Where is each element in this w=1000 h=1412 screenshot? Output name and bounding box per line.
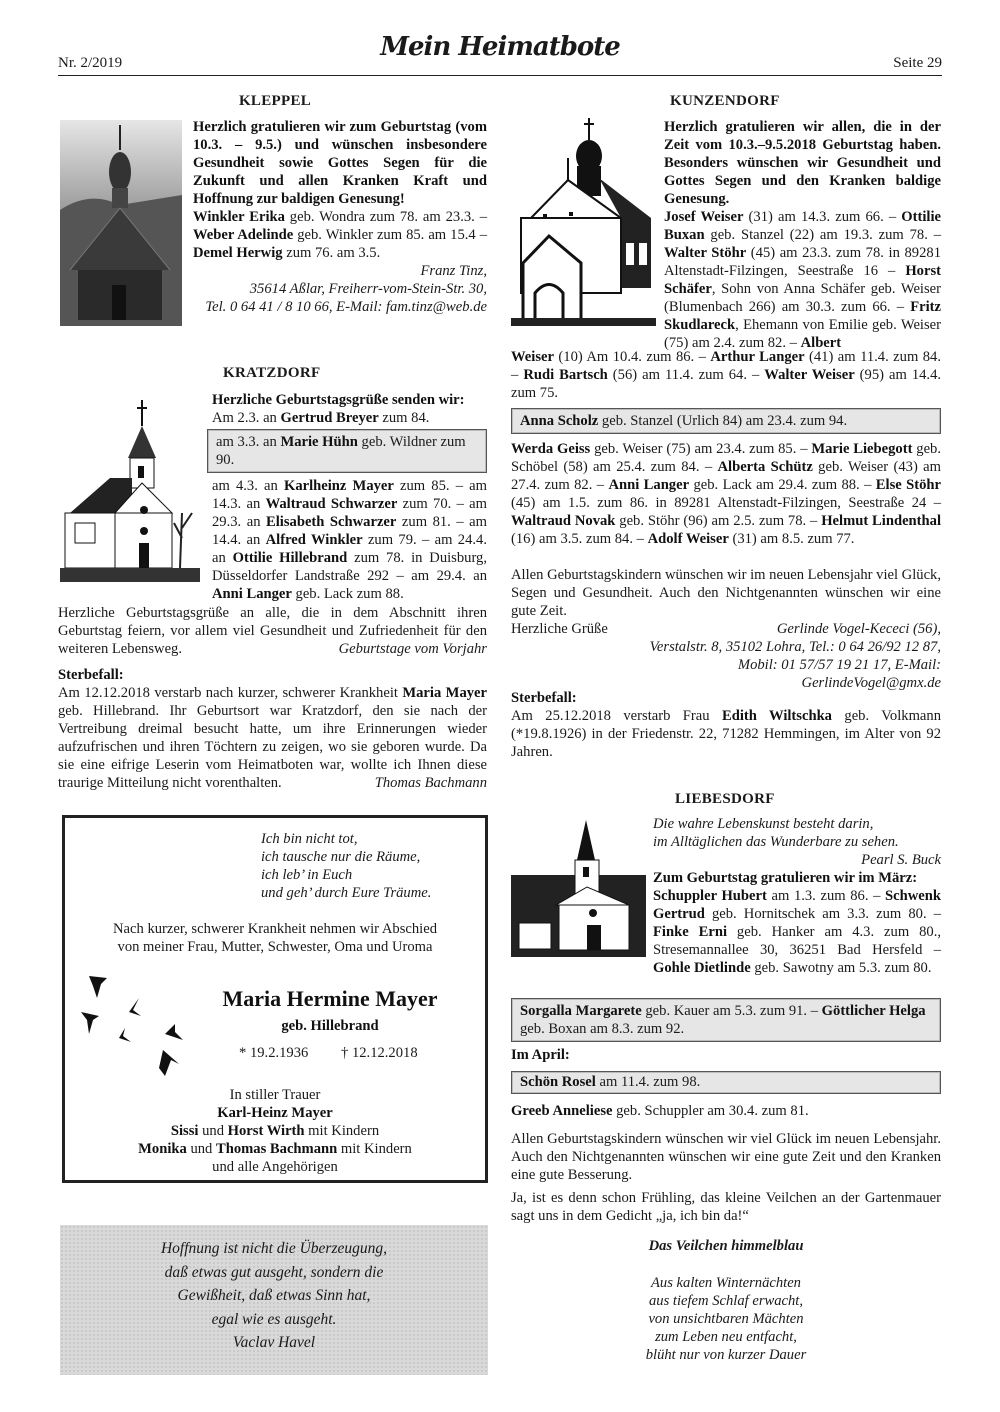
- obituary-notice: [62, 815, 488, 1183]
- name-text: Herzliche Geburtstagsgrüße senden wir:: [212, 392, 465, 408]
- name-text: Elisabeth Schwarzer: [266, 514, 397, 530]
- quote-line: Hoffnung ist nicht die Überzeugung,: [160, 1240, 388, 1257]
- quote-line: egal wie es ausgeht.: [211, 1310, 337, 1328]
- text-run: und: [198, 1123, 228, 1139]
- intro-line: Nach kurzer, schwerer Krankheit nehmen wir Abschied: [113, 921, 437, 937]
- text-run: Am 25.12.2018 verstarb Frau: [511, 708, 722, 724]
- name-text: Maria Mayer: [402, 685, 487, 701]
- name-text: Adolf Weiser: [647, 531, 729, 547]
- signature-line: Tel. 0 64 41 / 8 10 66, E-Mail: fam.tinz@web.de: [205, 299, 487, 315]
- liebesdorf-highlight-box-1: [511, 998, 941, 1042]
- poem-line: Ich bin nicht tot,: [261, 831, 358, 847]
- kratzdorf-birthday-list: [212, 477, 487, 603]
- name-text: Gohle Dietlinde: [653, 960, 751, 976]
- name-text: Rudi Bartsch: [523, 367, 608, 383]
- text-run: (31) am 14.3. zum 66. –: [743, 209, 902, 225]
- name-text: Herzlich gratulieren wir allen, die in der Zeit vom 10.3.–9.5.2018 Geburtstag haben. Besonders wünschen wir Gesundheit und Gottes Segen und den Kranken baldige Genesung.: [664, 119, 941, 207]
- name-text: Walter Stöhr: [664, 245, 747, 261]
- mourner-line: [65, 1140, 485, 1158]
- poem-line: von unsichtbaren Mächten: [648, 1311, 804, 1327]
- masthead-logo: Mein Heimatbote: [380, 32, 620, 62]
- text-run: (41) am 11.4. zum 84. –: [511, 349, 941, 383]
- text-run: Am 12.12.2018 verstarb nach kurzer, schwerer Krankheit: [58, 685, 403, 701]
- signature-line: Gerlinde Vogel-Kececi (56),: [776, 621, 941, 637]
- signature-line: Verstalstr. 8, 35102 Lohra, Tel.: 0 64 26/92 12 87,: [649, 639, 941, 655]
- text-run: (95) am 14.4. zum 75.: [511, 367, 942, 401]
- text-run: zum 78. in Duisburg, Düsseldorfer Landstraße 292 – am 29.4. an: [212, 550, 487, 584]
- kunzendorf-death-heading: Sterbefall:: [511, 690, 577, 706]
- text-run: (56) am 11.4. zum 64. –: [607, 367, 765, 383]
- kunzendorf-church-image: [511, 118, 656, 326]
- text-run: geb. Winkler zum 85. am 15.4 –: [293, 227, 487, 243]
- text-run: (31) am 8.5. zum 77.: [728, 531, 855, 547]
- name-text: Ottilie Hillebrand: [232, 550, 348, 566]
- name-text: Gertrud Breyer: [280, 410, 379, 426]
- text-run: geb. Schuppler am 30.4. zum 81.: [612, 1103, 809, 1119]
- page-number: Seite 29: [893, 55, 942, 71]
- text-run: geb. Volkmann (*19.8.1926) in der Friedenstr. 22, 71282 Hemmingen, im Alter von 92 Jahren.: [511, 708, 941, 760]
- mourner-line: [65, 1122, 485, 1140]
- section-heading-kratzdorf: KRATZDORF: [223, 365, 321, 381]
- name-text: Karlheinz Mayer: [283, 478, 394, 494]
- name-text: Monika: [138, 1141, 187, 1157]
- name-text: Greeb Anneliese: [511, 1103, 613, 1119]
- intro-line: von meiner Frau, Mutter, Schwester, Oma und Uroma: [117, 939, 433, 955]
- name-text: Anni Langer: [608, 477, 690, 493]
- text-run: geb. Wondra zum 78. am 23.3. –: [284, 209, 487, 225]
- death-notice-author: Thomas Bachmann: [374, 775, 487, 791]
- liebesdorf-highlight-box-2: [511, 1071, 941, 1094]
- text-run: mit Kindern: [304, 1123, 380, 1139]
- text-run: (45) am 23.3. zum 78. in 89281 Altenstadt-Filzingen, Seestraße 16 –: [664, 245, 941, 279]
- name-text: Sorgalla Margarete: [520, 1003, 642, 1019]
- name-text: Karl-Heinz Mayer: [217, 1105, 333, 1121]
- kunzendorf-wishes: Allen Geburtstagskindern wünschen wir im neuen Lebensjahr viel Glück, Segen und Gesundheit. Auch den Nichtgenannten wünschen wir eine gute Zeit.: [511, 567, 941, 619]
- poem-line: aus tiefem Schlaf erwacht,: [648, 1293, 804, 1309]
- poem-line: zum Leben neu entfacht,: [655, 1329, 797, 1345]
- text-run: zum 84.: [378, 410, 430, 426]
- text-run: zum 85. – am 14.3. an: [212, 478, 487, 512]
- kratzdorf-line-1: [212, 409, 487, 427]
- poem-line: ich tausche nur die Räume,: [261, 849, 421, 865]
- name-text: Herzlich gratulieren wir zum Geburtstag (vom 10.3. – 9.5.) und wünschen insbesondere Gesundheit sowie Gottes Segen für die Zukunft und allen Kranken Kraft und Hoffnung zur baldigen Genesung!: [193, 119, 487, 207]
- kleppel-signature: [193, 262, 487, 316]
- text-run: mit Kindern: [337, 1141, 412, 1157]
- text-run: am 11.4. zum 98.: [595, 1074, 701, 1090]
- text-run: am 4.3. an: [212, 478, 284, 494]
- mourners: [65, 1086, 485, 1176]
- name-text: Schön Rosel: [520, 1074, 596, 1090]
- section-heading-liebesdorf: LIEBESDORF: [675, 791, 775, 807]
- name-text: Ottilie Buxan: [664, 209, 941, 243]
- text-run: (10) Am 10.4. zum 86. –: [553, 349, 711, 365]
- kratzdorf-death-heading: Sterbefall:: [58, 667, 124, 683]
- kratzdorf-highlight-box: [207, 429, 487, 473]
- name-text: Anna Scholz: [520, 413, 599, 429]
- quote-line: Gewißheit, daß etwas Sinn hat,: [177, 1287, 371, 1304]
- name-text: Horst Wirth: [227, 1123, 305, 1139]
- spring-text: Ja, ist es denn schon Frühling, das kleine Veilchen an der Gartenmauer sagt uns in dem Gedicht „ja, ich bin da!“: [511, 1190, 941, 1224]
- mourner-line: [65, 1104, 485, 1122]
- text-run: und: [186, 1141, 216, 1157]
- name-text: Waltraud Schwarzer: [265, 496, 398, 512]
- kunzendorf-death-text: [511, 707, 941, 761]
- motto-line: im Alltäglichen das Wunderbare zu sehen.: [653, 834, 899, 850]
- name-text: Albert: [800, 335, 842, 351]
- signature-line: 35614 Aßlar, Freiherr-vom-Stein-Str. 30,: [249, 281, 487, 297]
- signature-line: Franz Tinz,: [420, 263, 487, 279]
- text-run: geb. Sawotny am 5.3. zum 80.: [750, 960, 932, 976]
- kunzendorf-birthday-list: [664, 208, 941, 352]
- text-run: (16) am 3.5. zum 84. –: [511, 531, 648, 547]
- kleppel-intro: [193, 118, 487, 208]
- text-run: , Ehemann von Emilie geb. Weiser (75) am 2.4. zum 82. –: [664, 317, 941, 351]
- mourner-line: [65, 1158, 485, 1176]
- kratzdorf-intro: [212, 391, 487, 409]
- kleppel-birthday-list: [193, 208, 487, 262]
- poem-title: Das Veilchen himmelblau: [648, 1238, 804, 1254]
- name-text: Horst Schäfer: [664, 263, 941, 297]
- name-text: Weber Adelinde: [193, 227, 294, 243]
- name-text: Alberta Schütz: [717, 459, 813, 475]
- name-text: Werda Geiss: [511, 441, 591, 457]
- death-date: † 12.12.2018: [341, 1045, 418, 1061]
- text-run: zum 70. – am 29.3. an: [212, 496, 487, 530]
- name-text: Marie Liebegott: [811, 441, 913, 457]
- text-run: geb. Hornitschek am 3.3. zum 80. –: [704, 906, 941, 922]
- kunzendorf-signature: [600, 620, 941, 692]
- issue-number: Nr. 2/2019: [58, 55, 123, 71]
- text-run: am 1.3. zum 86. –: [766, 888, 886, 904]
- birds-icon: [79, 968, 199, 1088]
- mourning-label: In stiller Trauer: [229, 1087, 321, 1103]
- greeting-text: Herzliche Geburtstagsgrüße an alle, die in dem Abschnitt ihren Geburtstag feiern, vor allem viel Gesundheit und Zufriedenheit für den weiteren Lebensweg.: [58, 605, 487, 657]
- name-text: Finke Erni: [653, 924, 727, 940]
- liebesdorf-birthday-list: [653, 887, 941, 977]
- april-heading: Im April:: [511, 1047, 570, 1063]
- kunzendorf-highlight-box: [511, 408, 941, 434]
- text-run: geb. Stanzel (Urlich 84) am 23.4. zum 94.: [598, 413, 848, 429]
- greeting-source: Geburtstage vom Vorjahr: [338, 641, 487, 657]
- section-heading-kunzendorf: KUNZENDORF: [670, 93, 780, 109]
- kunzendorf-birthday-list-2: [511, 440, 941, 548]
- kratzdorf-death-text: [58, 684, 487, 792]
- name-text: Waltraud Novak: [511, 513, 616, 529]
- poem-line: ich leb’ in Euch: [261, 867, 353, 883]
- text-run: geb. Lack am 29.4. zum 88. –: [689, 477, 876, 493]
- text-run: geb. Stöhr (96) am 2.5. zum 78. –: [615, 513, 822, 529]
- kleppel-church-image: [60, 120, 182, 326]
- text-run: (45) am 1.5. zum 86. in 89281 Altenstadt-Filzingen, Seestraße 24 –: [511, 495, 941, 511]
- kunzendorf-intro: [664, 118, 941, 208]
- text-run: geb. Lack zum 88.: [291, 586, 404, 602]
- name-text: Winkler Erika: [193, 209, 285, 225]
- violet-poem: [511, 1274, 941, 1364]
- quote-author: Vaclav Havel: [232, 1334, 316, 1351]
- liebesdorf-motto: [653, 815, 941, 869]
- name-text: Anni Langer: [212, 586, 292, 602]
- text-run: geb. Kauer am 5.3. zum 91. –: [641, 1003, 822, 1019]
- kratzdorf-church-image: [60, 398, 200, 583]
- liebesdorf-birthday-list-2: [511, 1102, 809, 1120]
- name-text: Edith Wiltschka: [721, 708, 832, 724]
- name-text: Thomas Bachmann: [216, 1141, 338, 1157]
- name-text: Göttlicher Helga: [821, 1003, 926, 1019]
- name-text: Marie Hühn: [280, 434, 358, 450]
- name-text: Helmut Lindenthal: [821, 513, 942, 529]
- text-run: geb. Stanzel (22) am 19.3. zum 78. –: [704, 227, 941, 243]
- deceased-maiden-name: geb. Hillebrand: [281, 1018, 379, 1034]
- name-text: Zum Geburtstag gratulieren wir im März:: [653, 870, 918, 886]
- kunzendorf-birthday-list-cont: [511, 348, 941, 402]
- name-text: Walter Weiser: [764, 367, 855, 383]
- text-run: geb. Boxan am 8.3. zum 92.: [520, 1021, 685, 1037]
- name-text: Josef Weiser: [664, 209, 744, 225]
- quote-line: daß etwas gut ausgeht, sondern die: [164, 1263, 384, 1281]
- text-run: Am 2.3. an: [212, 410, 281, 426]
- deceased-name: Maria Hermine Mayer: [222, 986, 438, 1011]
- text-run: geb. Weiser (43) am 27.4. zum 82. –: [511, 459, 941, 493]
- liebesdorf-intro: [653, 869, 941, 887]
- name-text: Sissi: [170, 1123, 199, 1139]
- text-run: zum 81. – am 14.4. an: [212, 514, 487, 548]
- text-run: geb. Weiser (75) am 23.4. zum 85. –: [590, 441, 812, 457]
- name-text: Demel Herwig: [193, 245, 283, 261]
- kunzendorf-regards: Herzliche Grüße: [511, 621, 608, 637]
- text-run: zum 79. – am 24.4. an: [212, 532, 487, 566]
- text-run: geb. Hillebrand. Ihr Geburtsort war Kratzdorf, den sie nach der Vertreibung dreimal besucht hatte, um ihre Erinnerungen wieder aufzufrischen und ihren Töchtern zu zeigen, wo sie geboren wurde. Da sie eine eifrige Leserin vom Heimatboten war, wollte ich Ihnen diese traurige Mitteilung nicht vorenthalten.: [58, 703, 487, 791]
- text-run: geb. Schöbel (58) am 25.4. zum 84. –: [511, 441, 941, 475]
- name-text: Weiser: [511, 349, 554, 365]
- name-text: Alfred Winkler: [265, 532, 363, 548]
- name-text: Schwenk Gertrud: [653, 888, 941, 922]
- name-text: Fritz Skudlareck: [664, 299, 941, 333]
- liebesdorf-church-image: [511, 815, 646, 957]
- poem-line: und geh’ durch Eure Träume.: [261, 885, 432, 901]
- liebesdorf-wishes: Allen Geburtstagskindern wünschen wir viel Glück im neuen Lebensjahr. Auch den Nichtgenannten wünschen wir eine gute Zeit und den Kranken eine gute Besserung.: [511, 1131, 941, 1183]
- text-run: geb. Wildner zum 90.: [216, 434, 466, 468]
- motto-line: Die wahre Lebenskunst besteht darin,: [653, 816, 874, 832]
- header-rule: [58, 75, 942, 76]
- motto-author: Pearl S. Buck: [861, 852, 941, 868]
- quote-box: [60, 1225, 488, 1375]
- name-text: Else Stöhr: [875, 477, 941, 493]
- poem-line: Aus kalten Winternächten: [651, 1275, 801, 1291]
- poem-line: blüht nur von kurzer Dauer: [645, 1347, 807, 1363]
- kratzdorf-greeting: [58, 604, 487, 658]
- obituary-poem: [261, 830, 431, 902]
- section-heading-kleppel: KLEPPEL: [238, 93, 312, 109]
- text-run: und alle Angehörigen: [212, 1159, 338, 1175]
- signature-line: Mobil: 01 57/57 19 21 17, E-Mail: GerlindeVogel@gmx.de: [737, 657, 941, 691]
- text-run: , Sohn von Anna Schäfer geb. Weiser (Blumenbach 266) am 30.3. zum 66. –: [664, 281, 941, 315]
- text-run: zum 76. am 3.5.: [282, 245, 381, 261]
- text-run: am 3.3. an: [216, 434, 281, 450]
- name-text: Arthur Langer: [710, 349, 805, 365]
- text-run: geb. Hanker am 4.3. zum 80., Stresemannallee 30, 36251 Bad Hersfeld –: [653, 924, 941, 958]
- obituary-intro: [65, 920, 485, 956]
- name-text: Schuppler Hubert: [653, 888, 767, 904]
- birth-date: * 19.2.1936: [239, 1045, 309, 1061]
